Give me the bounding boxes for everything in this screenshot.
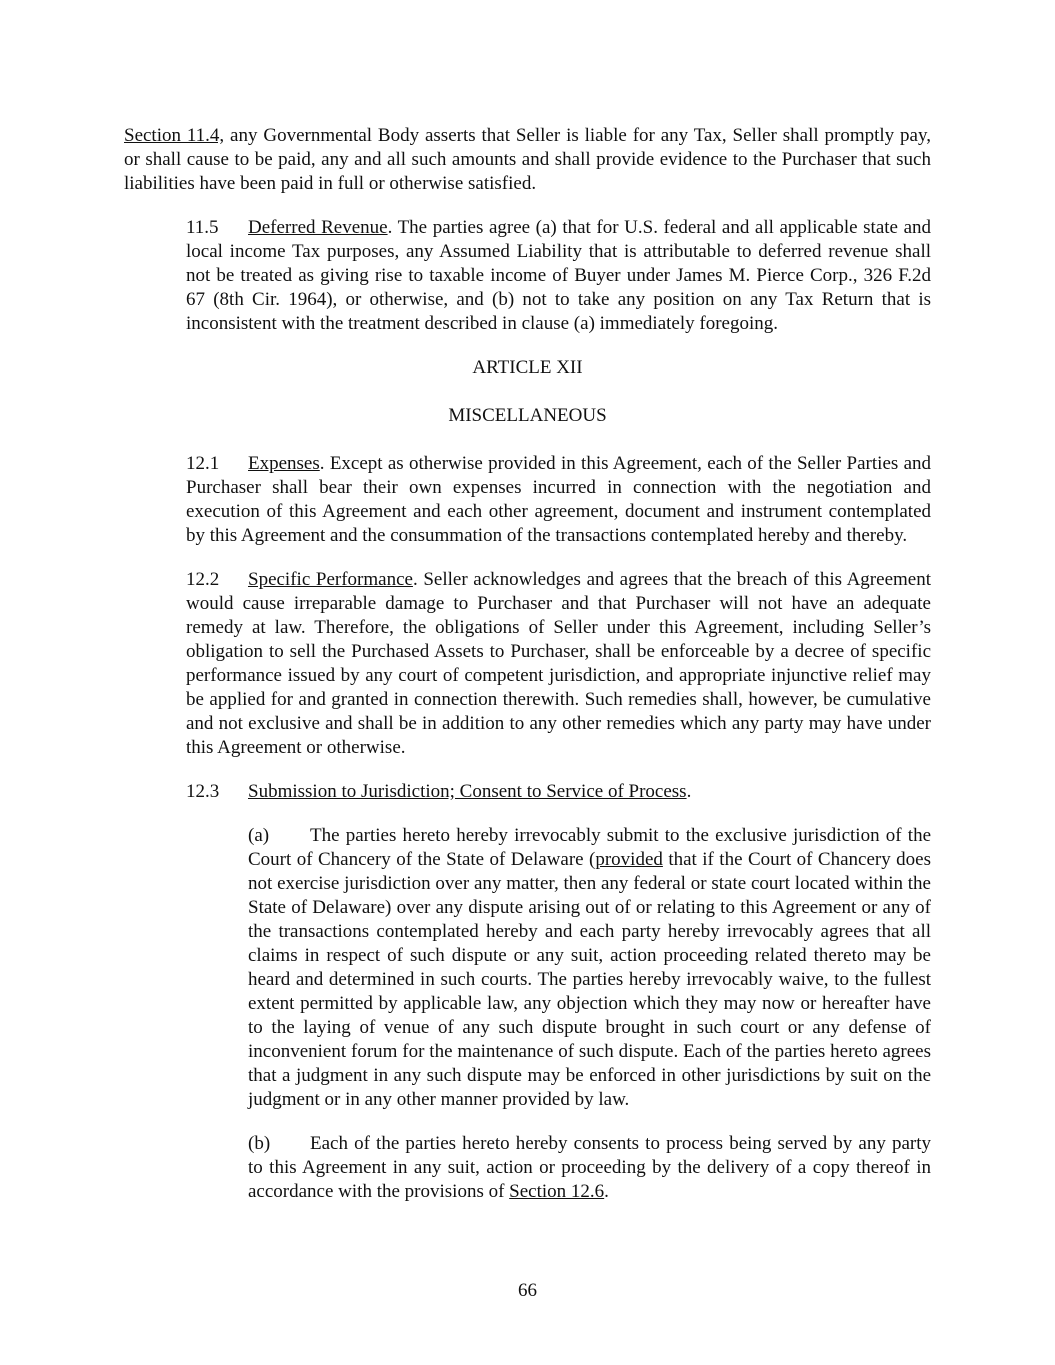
paragraph-text: any Governmental Body asserts that Seller is liable for any Tax, Seller shall promptly pay, or shall cause to be paid, any and all such amounts and shall provide evidence to the Purchaser that such liabilities have been paid in full or otherwise satisfied. bbox=[124, 125, 931, 194]
section-heading: Deferred Revenue bbox=[248, 217, 388, 238]
document-page bbox=[124, 124, 931, 1224]
section-12-1 bbox=[124, 452, 931, 548]
section-number: 12.1 bbox=[186, 453, 220, 474]
section-12-2 bbox=[124, 568, 931, 760]
paragraph-text-continued: that if the Court of Chancery does not exercise jurisdiction over any matter, then any federal or state court located within the State of Delaware) over any dispute arising out of or relating to this Agreement or any of the transactions contemplated hereby and each party hereby irrevocably agrees that all claims in respect of such dispute or any suit, action proceeding related thereto may be heard and determined in such courts. The parties hereby irrevocably waive, to the fullest extent permitted by applicable law, any objection which they may now or hereafter have to the laying of venue of any such dispute brought in such court or any defense of inconvenient forum for the maintenance of such dispute. Each of the parties hereto agrees that a judgment in any such dispute may be enforced in other jurisdictions by suit on the judgment or in any other manner provided by law. bbox=[248, 849, 931, 1110]
paragraph-section-11-4-continuation bbox=[124, 124, 931, 196]
section-12-3 bbox=[124, 780, 931, 804]
section-12-3-a bbox=[124, 824, 931, 1112]
article-number: ARTICLE XII bbox=[472, 357, 583, 378]
provided-term: provided bbox=[595, 849, 663, 870]
section-11-4-reference: Section 11.4, bbox=[124, 125, 225, 146]
paragraph-text: Each of the parties hereto hereby consents to process being served by any party to this Agreement in any suit, action or proceeding by the delivery of a copy thereof in accordance with the provisions of bbox=[248, 1133, 931, 1202]
section-12-3-b bbox=[124, 1132, 931, 1204]
clause-label: (b) bbox=[248, 1133, 271, 1154]
page-number: 66 bbox=[518, 1280, 537, 1301]
article-title: MISCELLANEOUS bbox=[448, 405, 607, 426]
section-number: 12.2 bbox=[186, 569, 220, 590]
section-heading: Specific Performance bbox=[248, 569, 413, 590]
paragraph-text: . The parties agree (a) that for U.S. federal and all applicable state and local income Tax purposes, any Assumed Liability that is attributable to deferred revenue shall not be treated as giving rise to taxable income of Buyer under James M. Pierce Corp., 326 F.2d 67 (8th Cir. 1964), or otherwise, and (b) not to take any position on any Tax Return that is inconsistent with the treatment described in clause (a) immediately foregoing. bbox=[186, 217, 931, 334]
section-12-6-reference: Section 12.6 bbox=[509, 1181, 605, 1202]
clause-label: (a) bbox=[248, 825, 270, 846]
heading-tail: . bbox=[686, 781, 692, 802]
paragraph-text: . Seller acknowledges and agrees that the breach of this Agreement would cause irreparable damage to Purchaser and that Purchaser will not have an adequate remedy at law. Therefore, the obligations of Seller under this Agreement, including Seller’s obligation to sell the Purchased Assets to Purchaser, shall be enforceable by a decree of specific performance issued by any court of competent jurisdiction, and appropriate injunctive relief may be applied for and granted in connection therewith. Such remedies shall, however, be cumulative and not exclusive and shall be in addition to any other remedies which any party may have under this Agreement or otherwise. bbox=[186, 569, 931, 758]
section-number: 11.5 bbox=[186, 217, 219, 238]
paragraph-tail: . bbox=[604, 1181, 609, 1202]
paragraph-text: . Except as otherwise provided in this Agreement, each of the Seller Parties and Purchaser shall bear their own expenses incurred in connection with the negotiation and execution of this Agreement and each other agreement, document and instrument contemplated by this Agreement and the consummation of the transactions contemplated hereby and thereby. bbox=[186, 453, 931, 546]
section-heading: Submission to Jurisdiction; Consent to Service of Process bbox=[248, 781, 687, 802]
section-11-5 bbox=[124, 216, 931, 336]
section-heading: Expenses bbox=[248, 453, 320, 474]
paragraph-text: The parties hereto hereby irrevocably submit to the exclusive jurisdiction of the Court of Chancery of the State of Delaware ( bbox=[248, 825, 931, 870]
section-number: 12.3 bbox=[186, 781, 220, 802]
